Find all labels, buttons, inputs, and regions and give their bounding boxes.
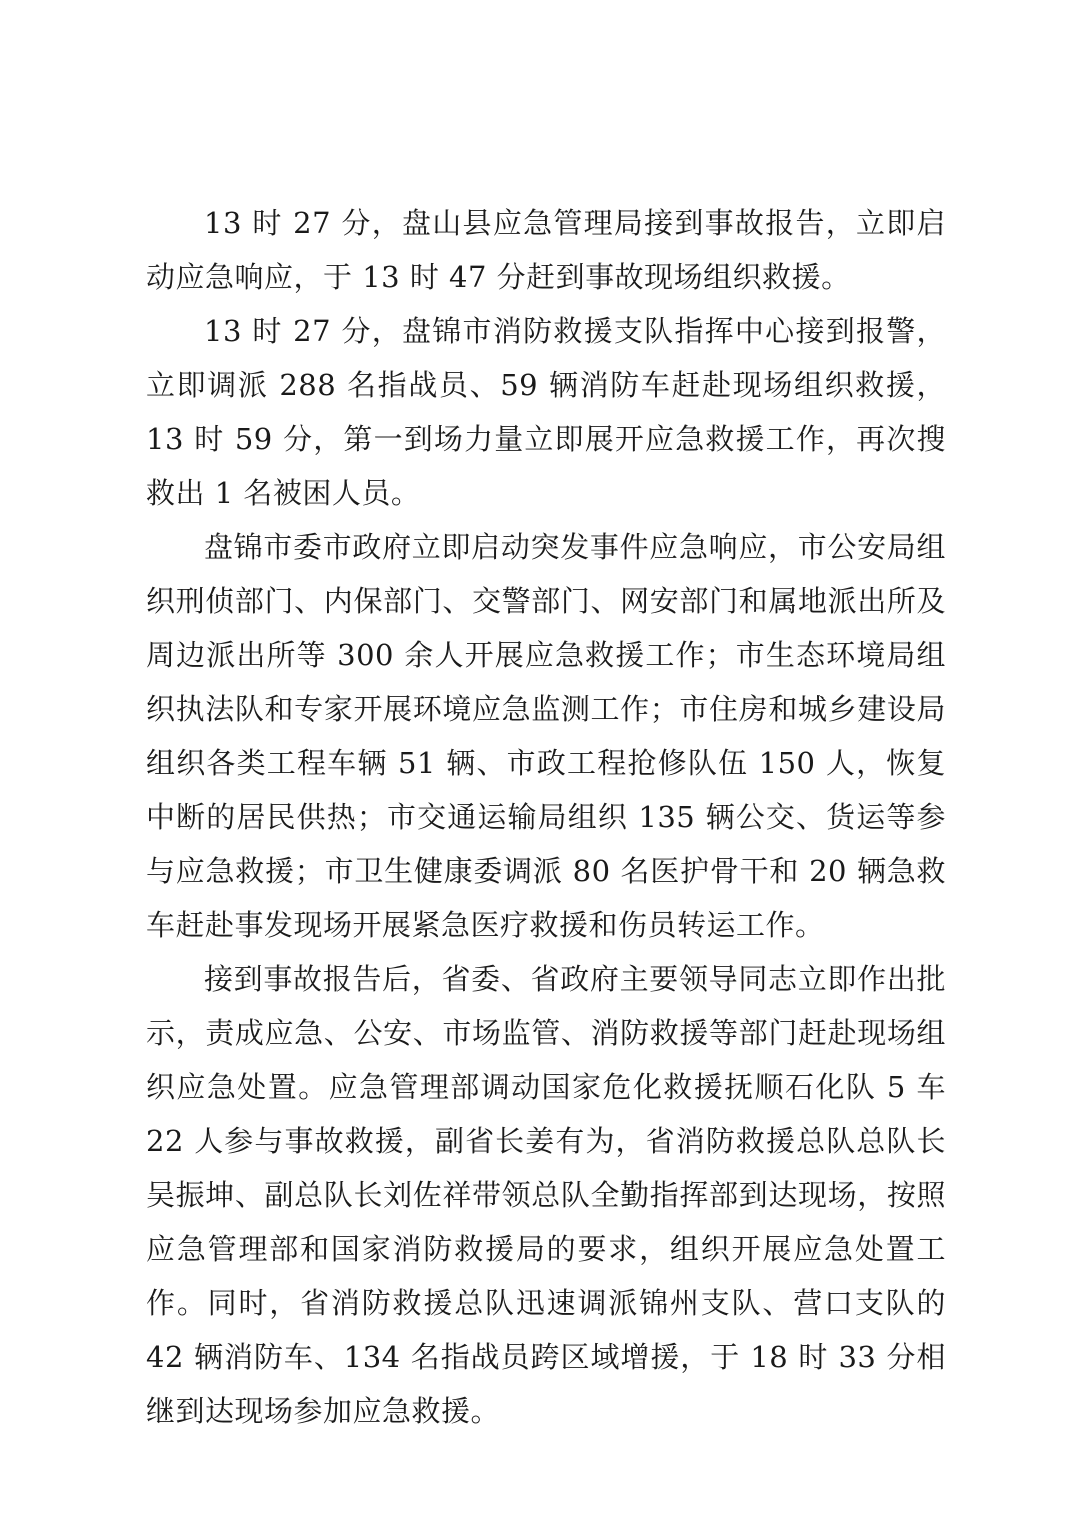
paragraph-provincial-response: 接到事故报告后，省委、省政府主要领导同志立即作出批示，责成应急、公安、市场监管、消防救援等部门赶赴现场组织应急处置。应急管理部调动国家危化救援抚顺石化队 5 车 22 人参与事故救援，副省长姜有为，省消防救援总队总队长吴振坤、副总队长刘佐祥带领总队全勤指挥部到达现场，按照应急管理部和国家消防救援局的要求，组织开展应急处置工作。同时，省消防救援总队迅速调派锦州支队、营口支队的 42 辆消防车、134 名指战员跨区域增援，于 18 时 33 分相继到达现场参加应急救援。	[146, 962, 946, 1428]
document-body	[146, 196, 946, 1438]
paragraph-fire-rescue-response: 13 时 27 分，盘锦市消防救援支队指挥中心接到报警，立即调派 288 名指战员、59 辆消防车赶赴现场组织救援，13 时 59 分，第一到场力量立即展开应急救援工作，再次搜救出 1 名被困人员。	[146, 314, 946, 510]
paragraph-city-government-response: 盘锦市委市政府立即启动突发事件应急响应，市公安局组织刑侦部门、内保部门、交警部门、网安部门和属地派出所及周边派出所等 300 余人开展应急救援工作；市生态环境局组织执法队和专家开展环境应急监测工作；市住房和城乡建设局组织各类工程车辆 51 辆、市政工程抢修队伍 150 人，恢复中断的居民供热；市交通运输局组织 135 辆公交、货运等参与应急救援；市卫生健康委调派 80 名医护骨干和 20 辆急救车赶赴事发现场开展紧急医疗救援和伤员转运工作。	[146, 530, 946, 942]
paragraph-county-response: 13 时 27 分，盘山县应急管理局接到事故报告，立即启动应急响应，于 13 时 47 分赶到事故现场组织救援。	[146, 206, 946, 294]
